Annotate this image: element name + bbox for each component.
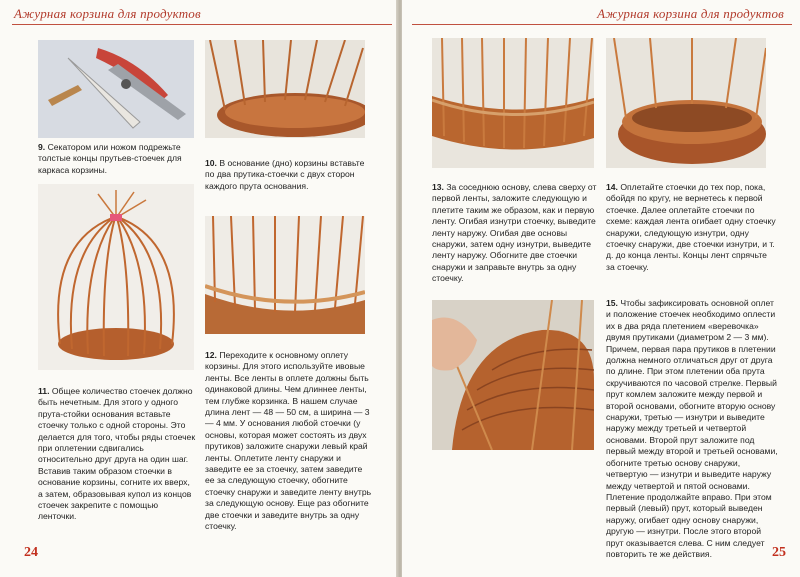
caption-step-11: 11. Общее количество стоечек должно быть нечетным. Для этого у одного прута-стойки основания вставьте стоечку только с одной стороны. Это делается для того, чтобы ряды стоечек при оплетении сдвигались относительно друг друга на один шаг. Вставив таким образом стоечки в основание корзины, согните их вверх, а затем, образовывая купол из концов стоечек закрепите с помощью ленточки.	[38, 386, 196, 522]
caption-step-12: 12. Переходите к основному оплету корзины. Для этого используйте ивовые ленты. Все ленты в оплете должны быть одинаковой длины. Чем длиннее ленты, тем глубже корзинка. В нашем случае длина лент — 48 — 50 см, а ширина — 3 — 4 мм. У основания любой стоечки (у основы, которая может состоять из двух прутиков) заложите снаружи левый край ленты. Оплетите ленту снаружи и заведите ее за стоечку, затем заведите ее за следующую стоечку, обогните стоечку снаружи и заведите ленту внутрь за следующую основу. Еще раз обогните две стоечки и заведите внутрь за одну стоечку.	[205, 350, 372, 532]
caption-step-9: 9. Секатором или ножом подрежьте толстые концы прутьев-стоечек для каркаса корзины.	[38, 142, 182, 175]
photo-step-10-base	[205, 40, 365, 138]
photo-step-14	[606, 38, 766, 168]
header-rule-right	[412, 24, 792, 25]
photo-step-12-weave	[205, 216, 365, 334]
photo-step-11-dome	[38, 184, 194, 370]
page-number-right: 25	[772, 545, 786, 560]
caption-step-10: 10. В основание (дно) корзины вставьте по два прутика-стоечки с двух сторон каждого прута основания.	[205, 158, 365, 191]
caption-step-14: 14. Оплетайте стоечки до тех пор, пока, обойдя по кругу, не вернетесь к первой стоечке. Далее оплетайте стоечки по схеме: каждая лента огибает одну стоечку снаружи, следующую изнутри, одну стоечку снаружи, две стоечки изнутри, и т. д. до конца ленты. Концы лент спрячьте за стоечку.	[606, 182, 776, 272]
caption-step-13: 13. За соседнюю основу, слева сверху от первой ленты, заложите следующую и плетите таким же образом, как и первую ленту. Огибая изнутри стоечку, выведите ленту наружу. Огибая две основы снаружи, затем одну изнутри, выведите ленту наружу. Обогните две стоечки снаружи и заправьте внутрь за одну стоечку.	[432, 182, 597, 284]
right-page	[402, 0, 800, 577]
caption-step-15: 15. Чтобы зафиксировать основной оплет и положение стоечек необходимо оплести их в два ряда плетением «веревочка» двумя прутиками (диаметром 2 — 3 мм). Причем, первая пара прутиков в плетении должна немного отличаться друг от друга по длине. При этом плетении оба прута скручиваются по часовой стрелке. Первый прут комлем заложите между первой и второй основами, обогните вторую основу снаружи, третью — изнутри и выведите наружу между третьей и четвертой основами. Второй прут заложите под первый между второй и третьей основами, обогните третью основу снаружи, четвертую — изнутри и выведите наружу между четвертой и пятой основами. Плетение продолжайте вправо. При этом первый (левый) прут, который выведен наружу, огибает одну основу снаружи, другую — изнутри. После этого второй прут оказывается слева. С ним следует повторить те же действия.	[606, 298, 778, 559]
header-rule-left	[12, 24, 392, 25]
photo-step-15-hands	[432, 300, 594, 450]
running-header-left: Ажурная корзина для продуктов	[14, 6, 201, 21]
running-header-right: Ажурная корзина для продуктов	[597, 6, 784, 21]
photo-step-13	[432, 38, 594, 168]
photo-step-9-shears	[38, 40, 194, 138]
left-page	[0, 0, 398, 577]
page-number-left: 24	[24, 545, 38, 560]
